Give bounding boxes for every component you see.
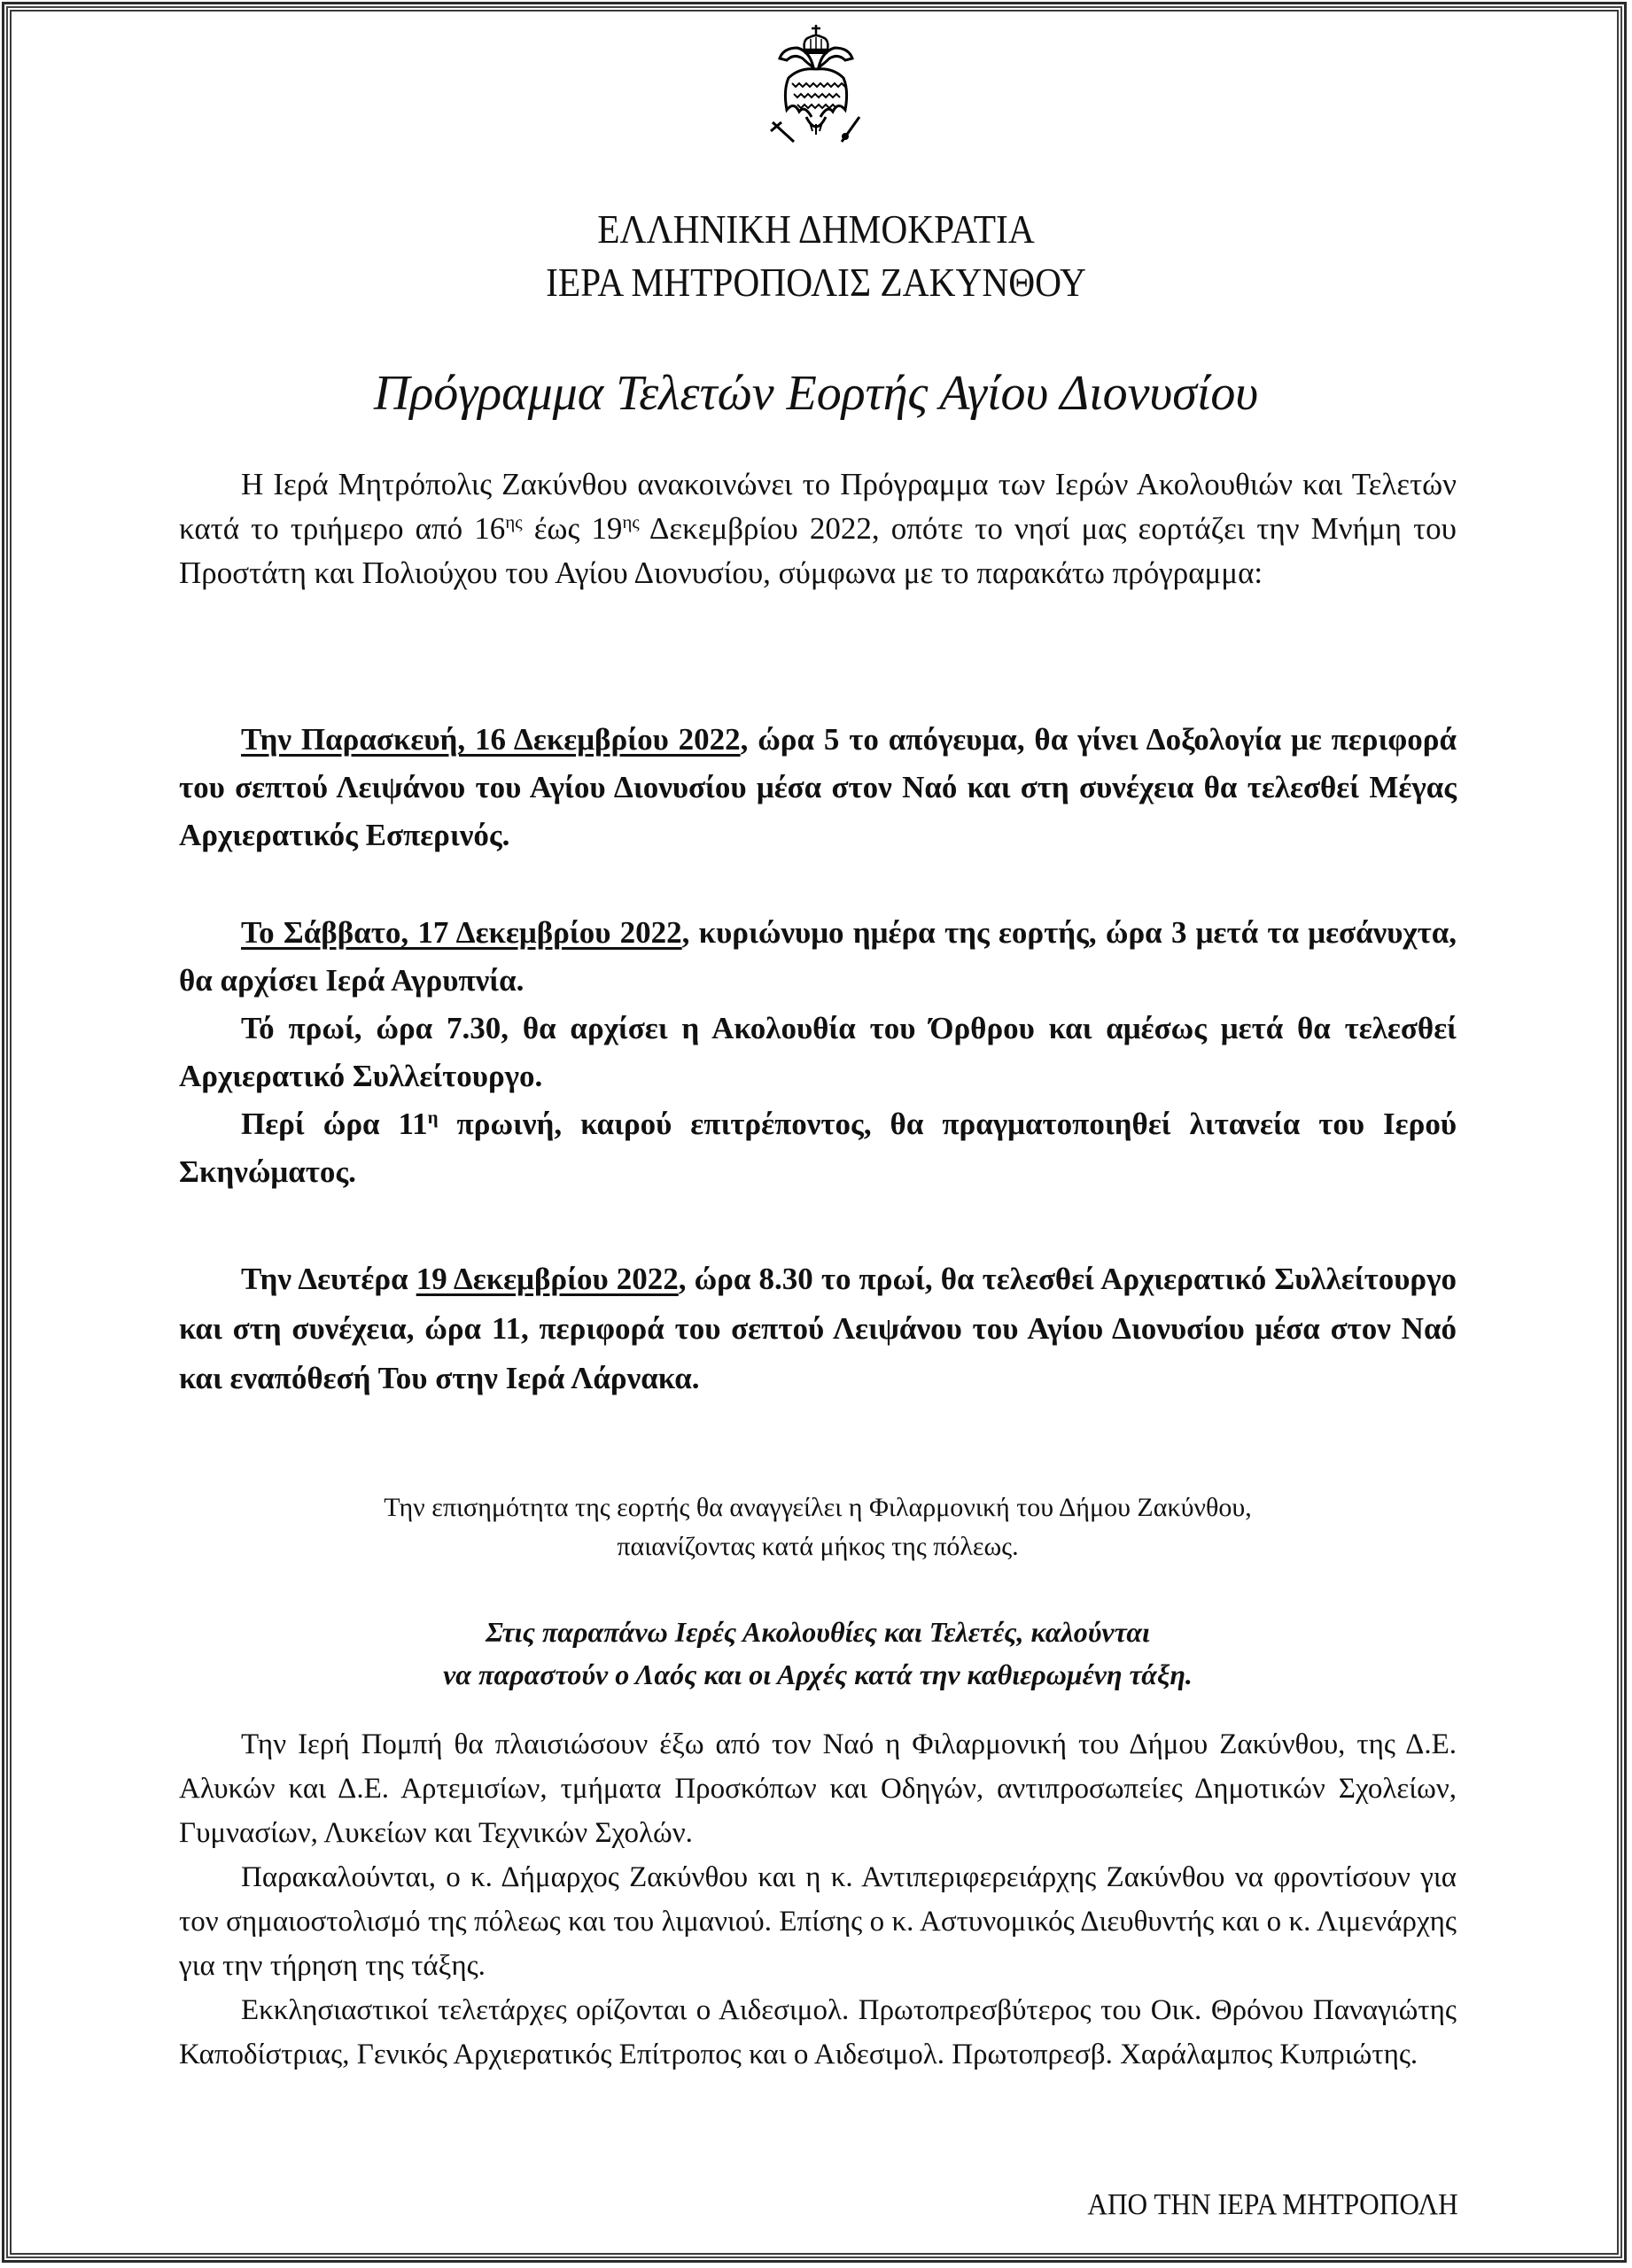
double-headed-eagle-emblem-icon (767, 12, 865, 145)
philharmonic-note: Την επισημότητα της εορτής θα αναγγείλει η Φιλαρμονική του Δήμου Ζακύνθου, παιανίζοντας κατά μήκος της πόλεως. (384, 1493, 1252, 1561)
invitation-note: Στις παραπάνω Ιερές Ακολουθίες και Τελετές, καλούνται να παραστούν ο Λαός και οι Αρχές κατά την καθιερωμένη τάξη. (443, 1616, 1193, 1690)
procession-paragraph: Την Ιερή Πομπή θα πλαισιώσουν έξω από τον Ναό η Φιλαρμονική του Δήμου Ζακύνθου, της Δ.Ε. Αλυκών και Δ.Ε. Αρτεμισίων, τμήματα Προσκόπων και Οδηγών, αντιπροσωπείες Δημοτικών Σχολείων, Γυμνασίων, Λυκείων και Τεχνικών Σχολών. (179, 1728, 1457, 1849)
friday-schedule-paragraph: Την Παρασκευή, 16 Δεκεμβρίου 2022, ώρα 5 το απόγευμα, θα γίνει Δοξολογία με περιφορά του σεπτού Λειψάνου του Αγίου Διονυσίου μέσα στον Ναό και στη συνέχεια θα τελεσθεί Μέγας Αρχιερατικός Εσπερινός. (179, 722, 1457, 852)
signature: ΑΠΟ ΤΗΝ ΙΕΡΑ ΜΗΤΡΟΠΟΛΗ (1087, 2188, 1458, 2221)
monday-schedule-paragraph: Την Δευτέρα 19 Δεκεμβρίου 2022, ώρα 8.30 το πρωί, θα τελεσθεί Αρχιερατικό Συλλείτουργο και στη συνέχεια, ώρα 11, περιφορά του σεπτού Λειψάνου του Αγίου Διονυσίου μέσα στον Ναό και εναπόθεσή Του στην Ιερά Λάρνακα. (179, 1262, 1457, 1395)
saturday-orthros-paragraph: Τό πρωί, ώρα 7.30, θα αρχίσει η Ακολουθία του Όρθρου και αμέσως μετά θα τελεσθεί Αρχιερατικό Συλλείτουργο. (179, 1011, 1457, 1093)
saturday-procession-paragraph: Περί ώρα $11^\eta$ πρωινή, καιρού επιτρέποντος, θα πραγματοποιηθεί λιτανεία του Ιερού Σκηνώματος. (179, 1107, 1457, 1189)
republic-heading: ΕΛΛΗΝΙΚΗ ΔΗΜΟΚΡΑΤΙΑ (597, 206, 1035, 252)
masters-of-ceremony-paragraph: Εκκλησιαστικοί τελετάρχες ορίζονται ο Αιδεσιμολ. Πρωτοπρεσβύτερος του Οικ. Θρόνου Παναγιώτης Καποδίστριας, Γενικός Αρχιερατικός Επίτροπος και ο Αιδεσιμολ. Πρωτοπρεσβ. Χαράλαμπος Κυπριώτης. (179, 1994, 1457, 2070)
saturday-date: Το Σάββατο, 17 Δεκεμβρίου 2022 (241, 915, 682, 950)
authorities-paragraph: Παρακαλούνται, ο κ. Δήμαρχος Ζακύνθου και η κ. Αντιπεριφερειάρχης Ζακύνθου να φροντίσουν για τον σημαιοστολισμό της πόλεως και του λιμανιού. Επίσης ο κ. Αστυνομικός Διευθυντής και ο κ. Λιμενάρχης για την τήρηση της τάξης. (179, 1861, 1457, 1982)
saturday-schedule-paragraph: Το Σάββατο, 17 Δεκεμβρίου 2022, κυριώνυμο ημέρα της εορτής, ώρα 3 μετά τα μεσάνυχτα, θα αρχίσει Ιερά Αγρυπνία. (179, 915, 1457, 998)
document-title: Πρόγραμμα Τελετών Εορτής Αγίου Διονυσίου (373, 366, 1259, 421)
metropolis-heading: ΙΕΡΑ ΜΗΤΡΟΠΟΛΙΣ ΖΑΚΥΝΘΟΥ (546, 260, 1086, 305)
friday-date: Την Παρασκευή, 16 Δεκεμβρίου 2022 (241, 722, 741, 757)
intro-paragraph: Η Ιερά Μητρόπολις Ζακύνθου ανακοινώνει το Πρόγραμμα των Ιερών Ακολουθιών και Τελετών κατά το τριήμερο από $16^{\eta\varsigma}$ έως $19^{\eta\varsigma}$ Δεκεμβρίου 2022, οπότε το νησί μας εορτάζει την Μνήμη του Προστάτη και Πολιούχου του Αγίου Διονυσίου, σύμφωνα με το παρακάτω πρόγραμμα: (179, 467, 1457, 590)
monday-date: 19 Δεκεμβρίου 2022 (416, 1262, 679, 1296)
